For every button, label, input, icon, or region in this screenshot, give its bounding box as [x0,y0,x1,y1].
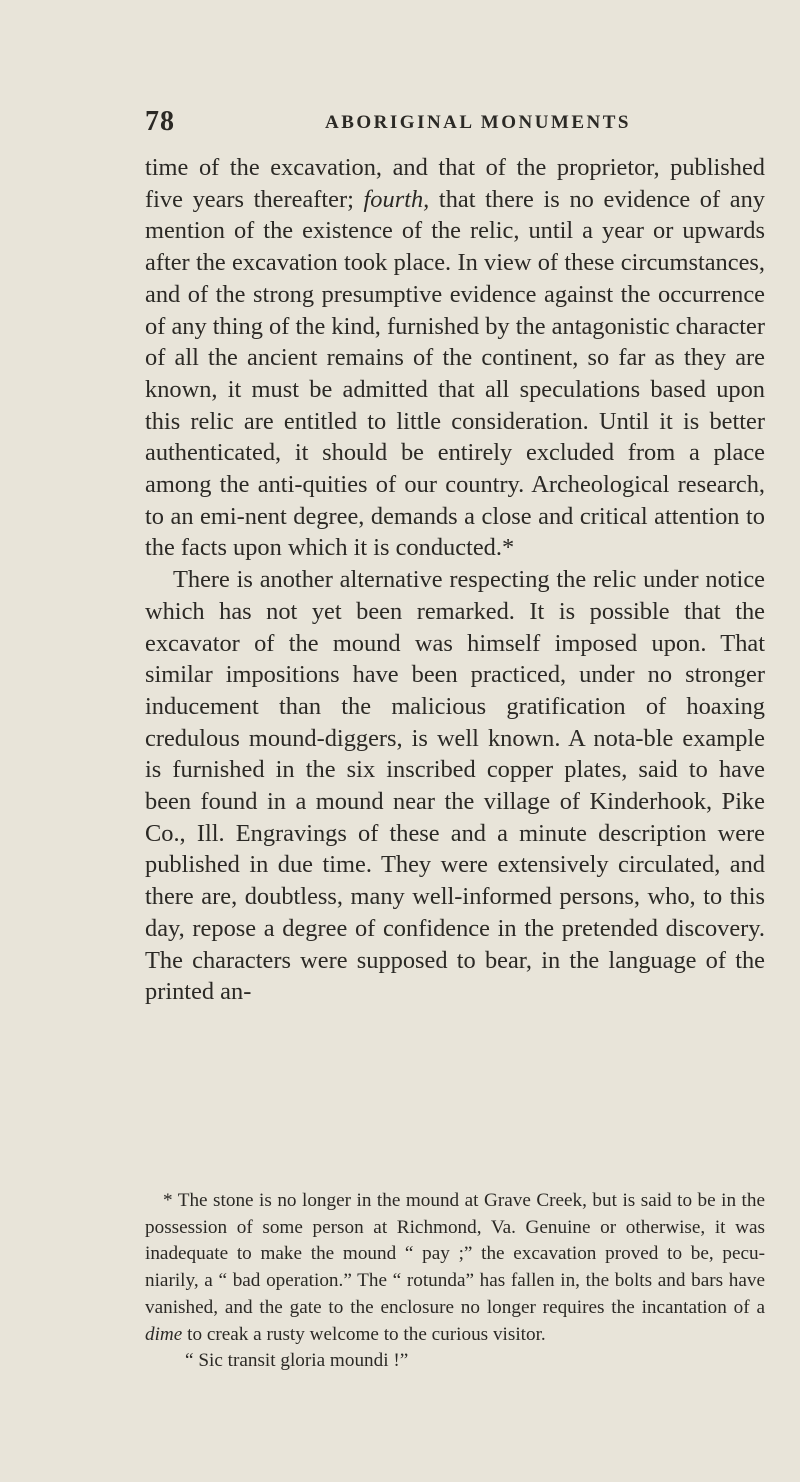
footnote-emphasis: dime [145,1323,183,1345]
paragraph-1-text-a: time of the excavation, and that of the proprietor, published five years thereafter; [145,154,765,213]
paragraph-1-text-b: that there is no evidence of any mention of the existence of the relic, until a year or upwards after the excavation took place. In view of these circumstances, and of the strong presumptive evidence against the occurrence of any thing of the kind, furnished by the antagonistic character of all the ancient remains of the continent, so far as they are known, it must be admitted that all speculations based upon this relic are entitled to little consideration. Until it is better authenticated, it should be entirely excluded from a place among the anti-quities of our country. Archeological research, to an emi-nent degree, demands a close and critical attention to the facts upon which it is conducted.* [145,185,765,562]
paragraph-2: There is another alternative respecting the relic under notice which has not yet been remarked. It is possible that the excavator of the mound was himself imposed upon. That similar impositions have been practiced, under no stronger inducement than the malicious gratification of hoaxing credulous mound-diggers, is well known. A nota-ble example is furnished in the six inscribed copper plates, said to have been found in a mound near the village of Kinderhook, Pike Co., Ill. Engravings of these and a minute description were published in due time. They were extensively circulated, and there are, doubtless, many well-informed persons, who, to this day, repose a degree of confidence in the pretended discovery. The characters were supposed to bear, in the language of the printed an- [145,566,765,1006]
footnote-closing-quote: “ Sic transit gloria moundi !” [185,1350,409,1372]
page-number: 78 [145,106,175,137]
body-text [145,152,765,1008]
footnote-text-a: * The stone is no longer in the mound at Grave Creek, but is said to be in the possession of some person at Richmond, Va. Genuine or otherwise, it was inadequate to make the mound “ pay ;” the excavation proved to be, pecu-niarily, a “ bad operation.” The “ rotunda” has fallen in, the bolts and bars have vanished, and the gate to the enclosure no longer requires the incantation of a [145,1190,765,1318]
footnote-text [145,1188,765,1348]
running-head [145,106,765,140]
footnote [145,1188,765,1375]
paragraph-1 [145,152,765,564]
running-title: ABORIGINAL MONUMENTS [325,112,631,133]
footnote-text-b: to creak a rusty welcome to the curious visitor. [182,1323,546,1345]
paragraph-1-emphasis: fourth, [363,185,430,213]
